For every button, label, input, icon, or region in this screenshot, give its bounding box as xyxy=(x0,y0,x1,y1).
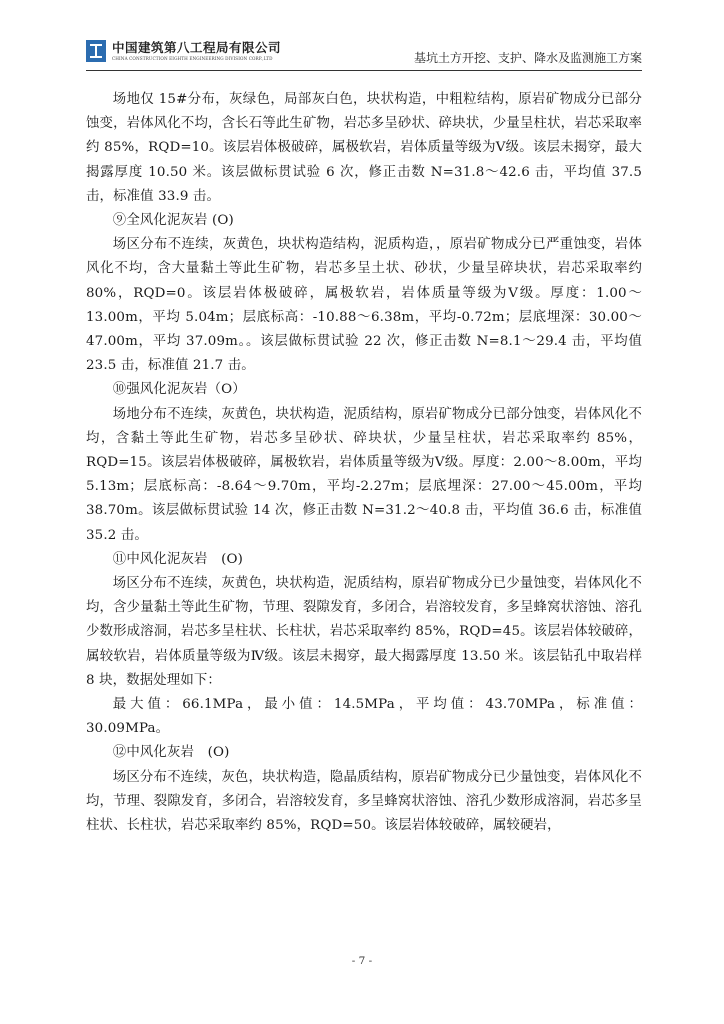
document-title: 基坑土方开挖、支护、降水及监测施工方案 xyxy=(413,51,642,65)
paragraph: 场区分布不连续，灰色，块状构造，隐晶质结构，原岩矿物成分已少量蚀变，岩体风化不均，节理、裂隙发育，多闭合，岩溶较发育，多呈蜂窝状溶蚀、溶孔少数形成溶洞，岩芯多呈柱状、长柱状，岩芯采取率约 85%，RQD=50。该层岩体较破碎，属较硬岩， xyxy=(86,769,642,834)
section-heading: ⑩强风化泥灰岩（O） xyxy=(112,382,246,398)
document-body xyxy=(86,88,642,838)
paragraph: 场地仅 15#分布，灰绿色，局部灰白色，块状构造，中粗粒结构，原岩矿物成分已部分蚀变，岩体风化不均，含长石等此生矿物，岩芯多呈砂状、碎块状，少量呈柱状，岩芯采取率约 85%，RQD=10。该层岩体极破碎，属极软岩，岩体质量等级为Ⅴ级。该层未揭穿，最大揭露厚度 10.50 米。该层做标贯试验 6 次，修正击数 N=31.8～42.6 击，平均值 37.5 击，标准值 33.9 击。 xyxy=(86,92,642,204)
paragraph: 场地分布不连续，灰黄色，块状构造，泥质结构，原岩矿物成分已部分蚀变，岩体风化不均，含黏土等此生矿物，岩芯多呈砂状、碎块状，少量呈柱状，岩芯采取率约 85%，RQD=15。该层岩体极破碎，属极软岩，岩体质量等级为Ⅴ级。厚度：2.00～8.00m，平均 5.13m；层底标高：-8.64～9.70m，平均-2.27m；层底埋深：27.00～45.00m，平均 38.70m。该层做标贯试验 14 次，修正击数 N=31.2～40.8 击，平均值 36.6 击，标准值 35.2 击。 xyxy=(86,406,642,543)
section-heading: ⑪中风化泥灰岩 (O) xyxy=(112,551,243,567)
page-number: - 7 - xyxy=(351,955,373,967)
section-heading: ⑨全风化泥灰岩 (O) xyxy=(112,213,234,229)
company-name-cn: 中国建筑第八工程局有限公司 xyxy=(112,40,282,55)
company-logo-icon xyxy=(86,40,106,62)
paragraph: 场区分布不连续，灰黄色，块状构造，泥质结构，原岩矿物成分已少量蚀变，岩体风化不均，含少量黏土等此生矿物，节理、裂隙发育，多闭合，岩溶较发育，多呈蜂窝状溶蚀、溶孔少数形成溶洞，岩芯多呈柱状、长柱状，岩芯采取率约 85%，RQD=45。该层岩体较破碎，属较软岩，岩体质量等级为Ⅳ级。该层未揭穿，最大揭露厚度 13.50 米。该层钻孔中取岩样 8 块，数据处理如下： xyxy=(86,576,642,688)
section-heading: ⑫中风化灰岩 (O) xyxy=(112,745,230,761)
page-header xyxy=(86,36,642,71)
paragraph: 场区分布不连续，灰黄色，块状构造结构，泥质构造，，原岩矿物成分已严重蚀变，岩体风化不均，含大量黏土等此生矿物，岩芯多呈土状、砂状，少量呈碎块状，岩芯采取率约 80%，RQD=0。该层岩体极破碎，属极软岩，岩体质量等级为Ⅴ级。厚度：1.00～13.00m，平均 5.04m；层底标高：-10.88～6.38m，平均-0.72m；层底埋深：30.00～47.00m，平均 37.09m。。该层做标贯试验 22 次，修正击数 N=8.1～29.4 击，平均值 23.5 击，标准值 21.7 击。 xyxy=(86,237,642,374)
company-name-en: CHINA CONSTRUCTION EIGHTH ENGINEERING DIVISION CORP.,LTD xyxy=(112,56,273,61)
statistics-line: 最大值：66.1MPa，最小值：14.5MPa，平均值：43.70MPa，标准值：30.09MPa。 xyxy=(86,697,642,737)
